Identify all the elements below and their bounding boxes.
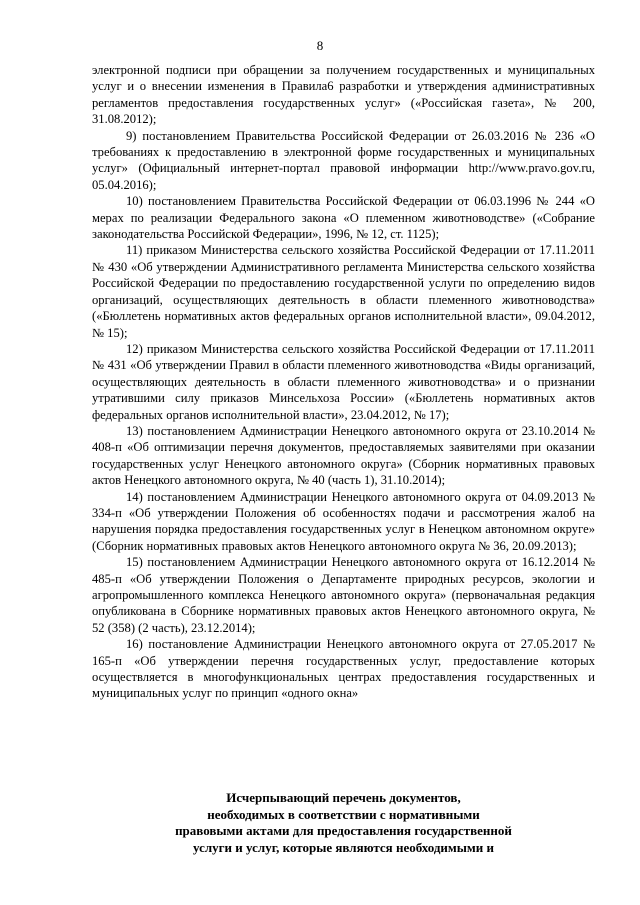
paragraph-item-16: 16) постановление Администрации Ненецкого автономного округа от 27.05.2017 № 165-п «Об утверждении перечня государственных услуг, предоставление которых осуществляется в многофункциональных центрах предоставления государственных и муниципальных услуг по принцип «одного окна» bbox=[92, 637, 595, 701]
paragraph-item-9: 9) постановлением Правительства Российской Федерации от 26.03.2016 № 236 «О требованиях к предоставлению в электронной форме государственных и муниципальных услуг» (Официальный интернет-портал правовой информации http://www.pravo.gov.ru, 05.04.2016); bbox=[92, 128, 595, 192]
section-heading bbox=[92, 790, 595, 856]
section-heading-line: услуги и услуг, которые являются необходимыми и bbox=[192, 839, 495, 855]
section-heading-line: необходимых в соответствии с нормативными bbox=[207, 806, 480, 822]
paragraph-item-14: 14) постановлением Администрации Ненецкого автономного округа от 04.09.2013 № 334-п «Об утверждении Положения об особенностях подачи и рассмотрения жалоб на нарушения порядка предоставления государственных услуг в Ненецком автономном округе» (Сборник нормативных правовых актов Ненецкого автономного округа № 36, 20.09.2013); bbox=[92, 489, 595, 553]
paragraph-item-15: 15) постановлением Администрации Ненецкого автономного округа от 16.12.2014 № 485-п «Об утверждении Положения о Департаменте природных ресурсов, экологии и агропромышленного комплекса Ненецкого автономного округа» (первоначальная редакция опубликована в Сборнике нормативных правовых актов Ненецкого автономного округа, № 52 (358) (2 часть), 23.12.2014); bbox=[92, 555, 595, 635]
paragraph-item-10: 10) постановлением Правительства Российской Федерации от 06.03.1996 № 244 «О мерах по реализации Федерального закона «О племенном животноводстве» («Собрание законодательства Российской Федерации», 1996, № 12, ст. 1125); bbox=[92, 194, 595, 242]
page-number: 8 bbox=[316, 38, 324, 53]
paragraph-item-13: 13) постановлением Администрации Ненецкого автономного округа от 23.10.2014 № 408-п «Об оптимизации перечня документов, предоставляемых заявителями при оказании государственных услуг Ненецкого автономного округа» (Сборник нормативных правовых актов Ненецкого автономного округа, № 40 (часть 1), 31.10.2014); bbox=[92, 423, 595, 488]
document-body bbox=[92, 62, 595, 702]
paragraph-continued: электронной подписи при обращении за получением государственных и муниципальных услуг и о внесении изменения в Правила6 разработки и утверждения административных регламентов предоставления государственных услуг» («Российская газета», № 200, 31.08.2012); bbox=[92, 63, 595, 127]
paragraph-item-11: 11) приказом Министерства сельского хозяйства Российской Федерации от 17.11.2011 № 430 «Об утверждении Административного регламента Министерства сельского хозяйства Российской Федерации по предоставлению государственной услуги по определению видов организаций, осуществляющих деятельность в области племенного животноводства» («Бюллетень нормативных актов федеральных органов исполнительной власти», 09.04.2012, № 15); bbox=[92, 243, 595, 340]
section-heading-line: Исчерпывающий перечень документов, bbox=[226, 790, 461, 805]
section-heading-line: правовыми актами для предоставления государственной bbox=[175, 823, 512, 839]
paragraph-item-12: 12) приказом Министерства сельского хозяйства Российской Федерации от 17.11.2011 № 431 «Об утверждении Правил в области племенного животноводства «Виды организаций, осуществляющих деятельность в области племенного животноводства» и о признании утратившими силу приказов Минсельхоза России» («Бюллетень нормативных актов федеральных органов исполнительной власти», 23.04.2012, № 17); bbox=[92, 341, 595, 422]
